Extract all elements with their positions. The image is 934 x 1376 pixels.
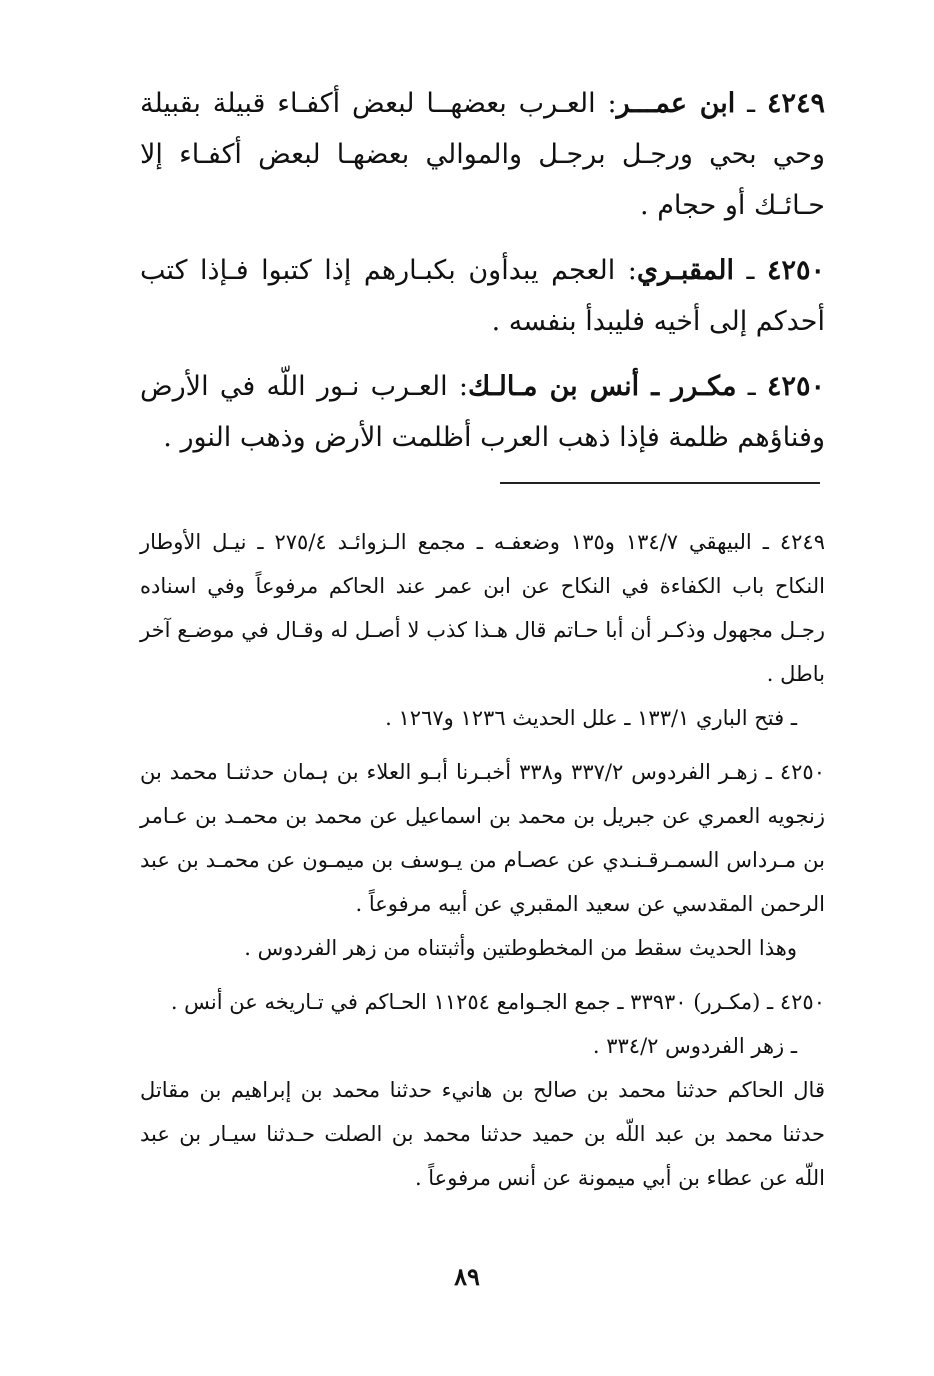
entry-text: العجم يبدأون بكبـارهم إذا كتبوا فـإذا كتب أحدكم إلى أخيه فليبدأ بنفسه . bbox=[140, 255, 825, 337]
footnote-4250-repeated-ref: ـ زهر الفردوس ٣٣٤/٢ . bbox=[592, 1034, 797, 1058]
entry-narrator: ابن عمـــر bbox=[616, 88, 736, 119]
footnote-4250: ٤٢٥٠ ـ زهـر الفردوس ٣٣٧/٢ و٣٣٨ أخبـرنا أبـو العلاء بن ہمان حدثنـا محمد بن زنجويه العمري عن جبريل بن محمد بن اسماعيل عن محمد بن محمـد بن عـامر بن مـرداس السمـرقـنـدي عن عصـام من يـوسف بن ميمـون عن محمـد بن عبد الرحمن المقدسي عن سعيد المقبري عن أبيه مرفوعاً . bbox=[140, 760, 825, 916]
entry-text: العـرب نـور اللّه في الأرض وفناؤهم ظلمة فإذا ذهب العرب أظلمت الأرض وذهب النور . bbox=[140, 371, 825, 453]
entry-text: العـرب بعضهــا لبعض أكفـاء قبيلة بقبيلة وحي بحي ورجـل برجـل والموالي بعضهـا لبعض أكفـاء إلا حـائـك أو حجام . bbox=[140, 88, 825, 221]
footnote-4250-repeated: ٤٢٥٠ ـ (مكـرر) ٣٣٩٣٠ ـ جمع الجـوامع ١١٢٥٤ الحـاكم في تـاريخه عن أنس . bbox=[170, 990, 825, 1014]
entry-number: ٤٢٥٠ bbox=[766, 255, 825, 286]
entry-narrator: المقبـري bbox=[636, 255, 734, 286]
footnote-4249-ref: ـ فتح الباري ١٣٣/١ ـ علل الحديث ١٢٣٦ و١٢٦٧ . bbox=[385, 706, 797, 730]
entry-number: ٤٢٥٠ bbox=[766, 371, 825, 402]
entry-number: ٤٢٤٩ bbox=[766, 88, 825, 119]
entry-4249: ٤٢٤٩ ـ ابن عمـــر: العـرب بعضهــا لبعض أكفـاء قبيلة بقبيلة وحي بحي ورجـل برجـل والموالي بعضهـا لبعض أكفـاء إلا حـائـك أو حجام . bbox=[140, 88, 825, 221]
main-text bbox=[140, 78, 825, 477]
footnote-divider bbox=[500, 482, 820, 484]
entry-4250: ٤٢٥٠ ـ المقبـري: العجم يبدأون بكبـارهم إذا كتبوا فـإذا كتب أحدكم إلى أخيه فليبدأ بنفسه . bbox=[140, 255, 825, 337]
entry-4250-repeated: ٤٢٥٠ ـ مكـرر ـ أنس بن مـالـك: العـرب نـور اللّه في الأرض وفناؤهم ظلمة فإذا ذهب العرب أظلمت الأرض وذهب النور . bbox=[140, 371, 825, 453]
footnote-4250-remark: وهذا الحديث سقط من المخطوطتين وأثبتناه من زهر الفردوس . bbox=[244, 936, 797, 960]
footnotes bbox=[140, 520, 825, 1200]
footnote-4250-isnad: قال الحاكم حدثنا محمد بن صالح بن هانيء حدثنا محمد بن إبراهيم بن مقاتل حدثنا محمد بن عبد اللّه بن حميد حدثنا محمد بن الصلت حـدثنا سيـار بن عبد اللّه عن عطاء بن أبي ميمونة عن أنس مرفوعاً . bbox=[140, 1078, 825, 1190]
footnote-4249: ٤٢٤٩ ـ البيهقي ١٣٤/٧ و١٣٥ وضعفـه ـ مجمع الـزوائـد ٢٧٥/٤ ـ نيـل الأوطار النكاح باب الكفاءة في النكاح عن ابن عمر عند الحاكم مرفوعاً وفي اسناده رجـل مجهول وذكـر أن أبا حـاتم قال هـذا كذب لا أصـل له وقـال في موضـع آخر باطل . bbox=[140, 530, 825, 686]
page-number: ٨٩ bbox=[454, 1262, 480, 1291]
entry-narrator: مكـرر ـ أنس بن مـالـك bbox=[468, 371, 737, 402]
